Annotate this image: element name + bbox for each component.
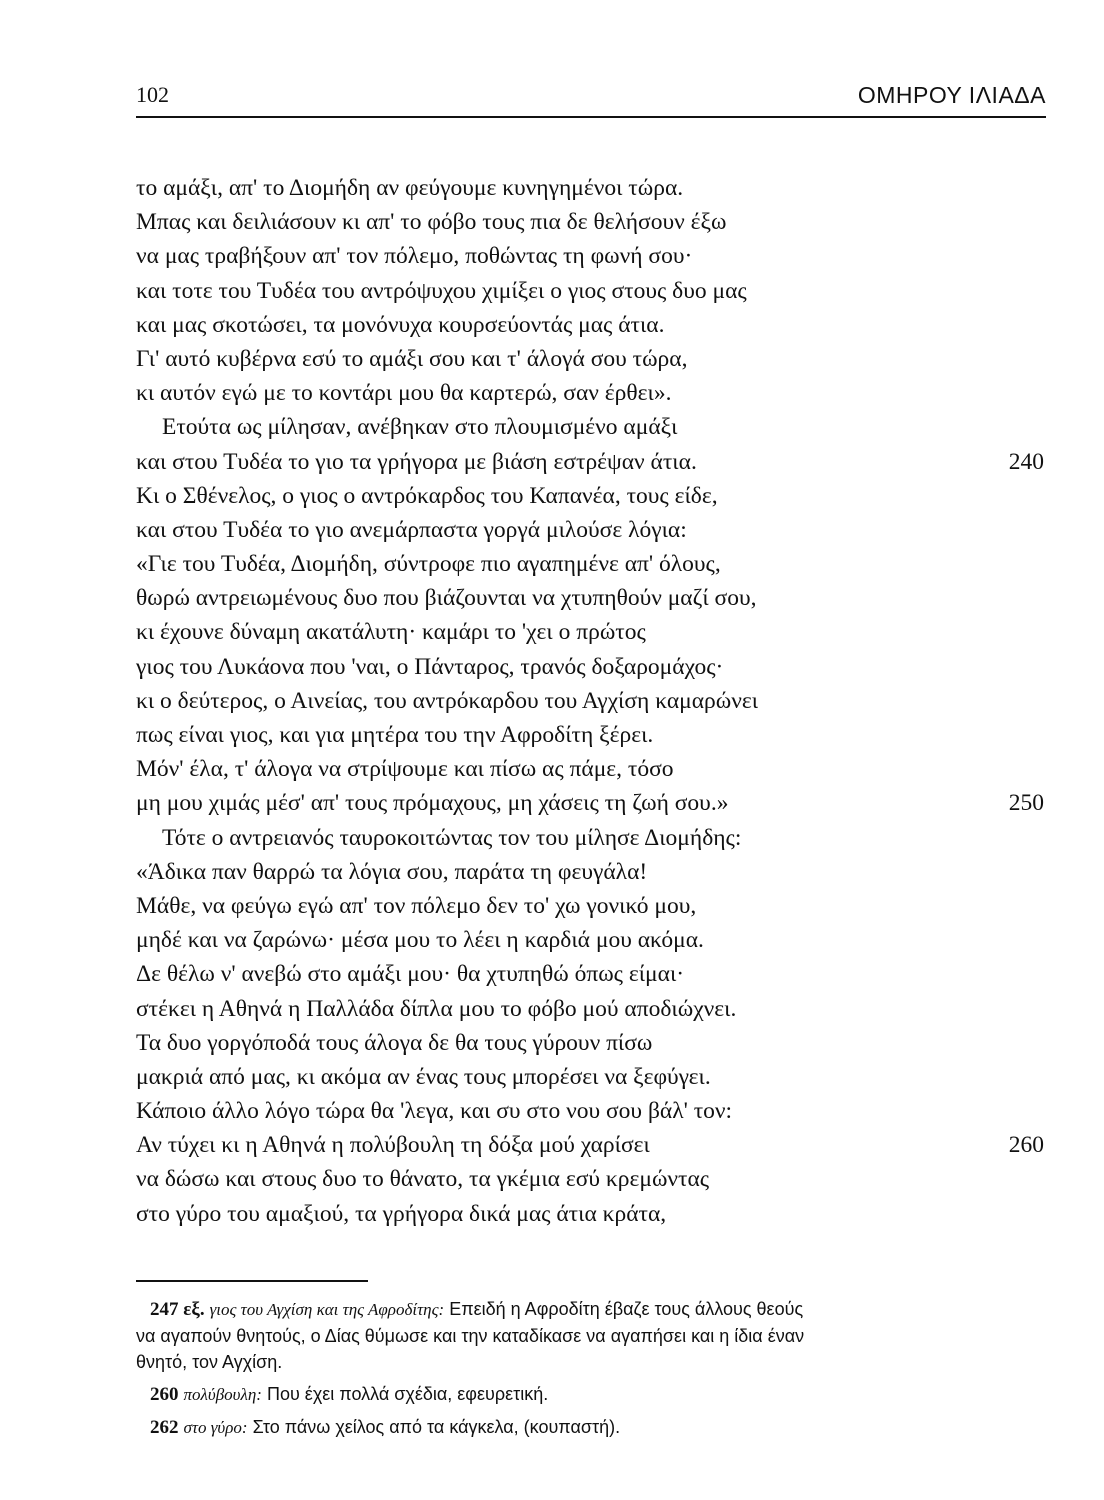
verse-line [136, 1197, 1046, 1231]
footnote-text: να αγαπούν θνητούς, ο Δίας θύμωσε και την καταδίκασε να αγαπήσει και η ίδια έναν [136, 1326, 805, 1346]
verse-text: και στου Τυδέα το γιο ανεμάρπαστα γοργά μιλούσε λόγια: [136, 516, 687, 543]
verse-text: στέκει η Αθηνά η Παλλάδα δίπλα μου το φόβο μού αποδιώχνει. [136, 995, 737, 1022]
verse-text: μακριά από μας, κι ακόμα αν ένας τους μπορέσει να ξεφύγει. [136, 1063, 711, 1090]
verse-text: Κι ο Σθένελος, ο γιος ο αντρόκαρδος του Καπανέα, τους είδε, [136, 482, 718, 509]
verse-line [136, 684, 1046, 718]
verse-text: μη μου χιμάς μέσ' απ' τους πρόμαχους, μη χάσεις τη ζωή σου.» [136, 790, 729, 817]
verse-text: κι ο δεύτερος, ο Αινείας, του αντρόκαρδου του Αγχίση καμαρώνει [136, 687, 759, 714]
verse-line [136, 957, 1046, 991]
verse-text: και στου Τυδέα το γιο τα γρήγορα με βιάση εστρέψαν άτια. [136, 448, 697, 475]
footnote-text: Επειδή η Αφροδίτη έβαζε τους άλλους θεούς [449, 1299, 804, 1319]
line-number: 250 [1008, 790, 1044, 817]
running-title: ΟΜΗΡΟΥ ΙΛΙΑΔΑ [857, 82, 1046, 108]
footnote-text: θνητό, τον Αγχίση. [136, 1352, 283, 1372]
footnote-lemma: γιος του Αγχίση και της Αφροδίτης: [209, 1300, 445, 1319]
verse-line [136, 171, 1046, 205]
footnote-line [136, 1414, 986, 1441]
verse-text: πως είναι γιος, και για μητέρα του την Αφροδίτη ξέρει. [136, 722, 654, 748]
verse-block [136, 171, 1046, 1231]
verse-text: Ετούτα ως μίλησαν, ανέβηκαν στο πλουμισμένο αμάξι [162, 414, 678, 441]
verse-text: κι έχουνε δύναμη ακατάλυτη· καμάρι το 'χει ο πρώτος [136, 619, 646, 646]
line-number: 260 [1008, 1132, 1044, 1159]
verse-line [136, 274, 1046, 308]
footnote-247 [136, 1296, 986, 1375]
verse-line [136, 1026, 1046, 1060]
verse-text: γιος του Λυκάονα που 'ναι, ο Πάνταρος, τρανός δοξαρομάχος· [136, 653, 724, 680]
verse-line [136, 786, 1046, 820]
footnote-262 [136, 1414, 986, 1441]
verse-line [136, 718, 1046, 752]
verse-text: να δώσω και στους δυο το θάνατο, τα γκέμια εσύ κρεμώντας [136, 1166, 710, 1193]
verse-text: «Γιε του Τυδέα, Διομήδη, σύντροφε πιο αγαπημένε απ' όλους, [136, 551, 721, 578]
line-number: 240 [1008, 448, 1044, 475]
verse-text: Δε θέλω ν' ανεβώ στο αμάξι μου· θα χτυπηθώ όπως είμαι· [136, 961, 685, 988]
verse-text: «Άδικα παν θαρρώ τα λόγια σου, παράτα τη φευγάλα! [136, 858, 648, 885]
verse-text: και τοτε του Τυδέα του αντρόψυχου χιμίξει ο γιος στους δυο μας [136, 277, 747, 304]
verse-text: Κάποιο άλλο λόγο τώρα θα 'λεγα, και συ στο νου σου βάλ' τον: [136, 1098, 733, 1125]
verse-line [136, 923, 1046, 957]
verse-text: Τότε ο αντρειανός ταυροκοιτώντας τον του μίλησε Διομήδης: [162, 824, 742, 851]
verse-line [136, 615, 1046, 649]
verse-line [136, 479, 1046, 513]
verse-text: το αμάξι, απ' το Διομήδη αν φεύγουμε κυνηγημένοι τώρα. [136, 175, 684, 201]
verse-text: Αν τύχει κι η Αθηνά η πολύβουλη τη δόξα μού χαρίσει [136, 1132, 650, 1159]
verse-line [136, 752, 1046, 786]
verse-line [136, 513, 1046, 547]
verse-text: στο γύρο του αμαξιού, τα γρήγορα δικά μας άτια κράτα, [136, 1200, 667, 1227]
footnote-line [136, 1381, 986, 1408]
footnote-text: Στο πάνω χείλος από τα κάγκελα, (κουπαστή). [252, 1417, 621, 1437]
verse-line [136, 581, 1046, 615]
footnotes [136, 1296, 986, 1441]
verse-line [136, 376, 1046, 410]
verse-line [136, 650, 1046, 684]
footnote-lemma: πολύβουλη: [183, 1385, 262, 1404]
verse-line [136, 1060, 1046, 1094]
verse-line [136, 1094, 1046, 1128]
verse-line [136, 308, 1046, 342]
verse-line [136, 1162, 1046, 1196]
verse-line [136, 410, 1046, 444]
footnote-ref: 262 [150, 1417, 179, 1438]
verse-line [136, 992, 1046, 1026]
verse-text: θωρώ αντρειωμένους δυο που βιάζουνται να χτυπηθούν μαζί σου, [136, 585, 757, 612]
verse-line [136, 205, 1046, 239]
verse-text: Μόν' έλα, τ' άλογα να στρίψουμε και πίσω ας πάμε, τόσο [136, 756, 674, 783]
footnote-260 [136, 1381, 986, 1408]
verse-line [136, 342, 1046, 376]
verse-text: Τα δυο γοργόποδά τους άλογα δε θα τους γύρουν πίσω [136, 1029, 653, 1056]
verse-text: κι αυτόν εγώ με το κοντάρι μου θα καρτερώ, σαν έρθει». [136, 380, 672, 407]
footnote-divider [136, 1280, 368, 1282]
verse-line [136, 889, 1046, 923]
verse-text: Μάθε, να φεύγω εγώ απ' τον πόλεμο δεν το' χω γονικό μου, [136, 892, 697, 919]
footnote-ref: 260 [150, 1384, 179, 1405]
verse-text: και μας σκοτώσει, τα μονόνυχα κουρσεύοντάς μας άτια. [136, 311, 665, 338]
verse-line [136, 547, 1046, 581]
verse-line [136, 445, 1046, 479]
verse-line [136, 1128, 1046, 1162]
footnote-text: Που έχει πολλά σχέδια, εφευρετική. [266, 1384, 549, 1404]
verse-line [136, 239, 1046, 273]
footnote-ref: 247 εξ. [150, 1299, 205, 1320]
verse-text: μηδέ και να ζαρώνω· μέσα μου το λέει η καρδιά μου ακόμα. [136, 927, 704, 954]
verse-line [136, 855, 1046, 889]
footnote-lemma: στο γύρο: [183, 1418, 248, 1437]
page-number: 102 [136, 82, 169, 107]
page-header [136, 76, 1046, 118]
verse-line [136, 821, 1046, 855]
verse-text: Γι' αυτό κυβέρνα εσύ το αμάξι σου και τ' άλογά σου τώρα, [136, 345, 688, 372]
verse-text: Μπας και δειλιάσουν κι απ' το φόβο τους πια δε θελήσουν έξω [136, 209, 727, 236]
verse-text: να μας τραβήξουν απ' τον πόλεμο, ποθώντας τη φωνή σου· [136, 243, 693, 270]
footnote-line [136, 1296, 986, 1323]
